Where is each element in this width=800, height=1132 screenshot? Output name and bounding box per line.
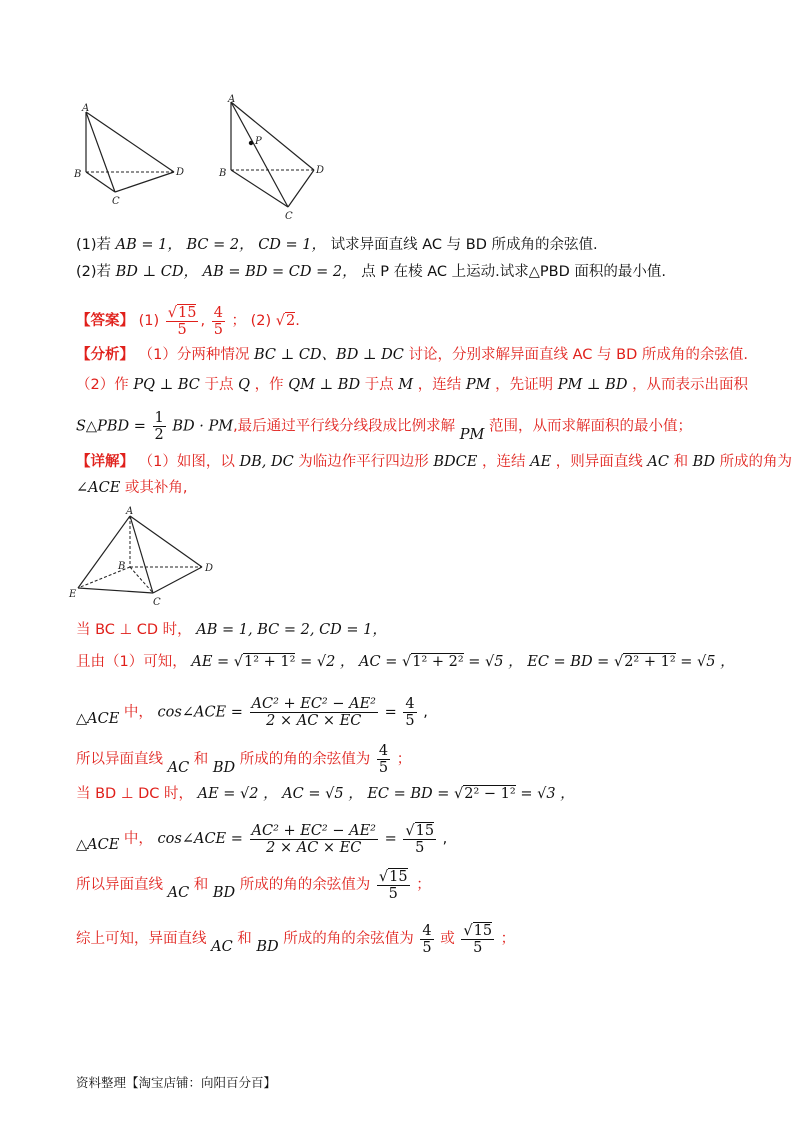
detail-c3-result	[403, 696, 416, 729]
analysis-l1-math: BC ⊥ CD、BD ⊥ DC	[253, 347, 404, 363]
fig2-label-a: A	[228, 94, 236, 105]
detail-c5-m3: EC = BD =	[367, 786, 450, 802]
fig2-label-b: B	[219, 168, 227, 179]
detail-c6-result-den: 5	[415, 840, 425, 856]
answer-label: 【答案】	[76, 313, 134, 329]
detail-c8-m2: BD	[256, 939, 279, 955]
question-2	[76, 262, 666, 282]
detail-c6-result: $\frac{√15}{5}$	[405, 823, 435, 856]
detail-case2-line-2	[76, 822, 447, 856]
detail-l1d: ，则异面直线	[555, 454, 643, 470]
fig3-label-a: A	[126, 506, 134, 517]
answer-frac-2-num: 4	[213, 304, 223, 321]
figure-tetrahedron-3	[68, 505, 228, 605]
detail-c6-end: ,	[442, 831, 448, 847]
detail-c7-frac: $\frac{√15}{5}$	[378, 869, 408, 902]
detail-c4-m2: BD	[212, 759, 236, 776]
detail-c7a: 所以异面直线	[76, 877, 163, 893]
analysis-line-2	[76, 375, 748, 395]
detail-l1e: 和	[673, 454, 689, 470]
answer-end: .	[295, 313, 300, 329]
detail-c3-frac-den: 2 × AC × EC	[266, 713, 362, 729]
detail-c7-frac-num: 15	[389, 869, 408, 885]
analysis-l2c: ，作	[254, 377, 284, 393]
detail-c4c: 所成的角的余弦值为	[239, 751, 371, 768]
detail-l1-math5: BD	[692, 454, 715, 470]
detail-c4-frac-den: 5	[378, 760, 389, 776]
detail-c6-result-num: 15	[415, 823, 435, 839]
detail-l1-math4: AC	[647, 454, 669, 470]
answer-value-3: 2	[286, 313, 296, 329]
detail-c1a: 当 BC ⊥ CD 时，	[76, 622, 192, 638]
detail-l1-math1: DB, DC	[239, 454, 294, 470]
detail-c4b: 和	[193, 751, 209, 768]
detail-c7c: 所成的角的余弦值为	[239, 877, 371, 893]
detail-c8a: 综上可知，异面直线	[76, 931, 207, 947]
fig1-label-c: C	[112, 196, 120, 207]
detail-c6-frac-den: 2 × AC × EC	[266, 839, 362, 856]
answer-sep: ；	[231, 313, 247, 329]
detail-l2a: 或其补角,	[124, 480, 188, 496]
analysis-l2g: ，从而表示出面积	[632, 377, 749, 393]
analysis-l2b: 于点	[204, 377, 234, 393]
figure-tetrahedron-1	[70, 100, 190, 210]
fig3-label-b: B	[118, 561, 126, 572]
analysis-l3-frac-num: 1	[154, 410, 164, 426]
detail-c4-m1: AC	[167, 759, 190, 776]
footer-source: 资料整理【淘宝店铺：向阳百分百】	[76, 1075, 277, 1090]
analysis-l2-math6: PM ⊥ BD	[557, 377, 628, 393]
detail-l1-math2: BDCE	[433, 454, 478, 470]
detail-c2-m6: = √5 ，	[680, 654, 735, 670]
detail-c3-math: cos∠ACE =	[157, 704, 243, 721]
detail-c3-result-num: 4	[405, 696, 415, 712]
detail-c7-frac-den: 5	[388, 886, 398, 902]
detail-c5a: 当 BD ⊥ DC 时，	[76, 786, 193, 802]
detail-l1f: 所成的角为	[719, 454, 793, 470]
detail-c8-frac-1-den: 5	[422, 939, 432, 956]
detail-c8-frac-2: $\frac{√15}{5}$	[463, 923, 493, 956]
analysis-l3-frac	[153, 410, 166, 443]
fig3-label-c: C	[153, 597, 161, 605]
analysis-line-1	[76, 345, 748, 365]
detail-c3-frac	[250, 696, 378, 729]
detail-c8-frac-2-den: 5	[473, 940, 483, 956]
fig1-label-d: D	[176, 167, 185, 178]
analysis-l3-math2: BD · PM	[172, 418, 234, 435]
detail-c3-eq: =	[384, 704, 397, 721]
detail-c4a: 所以异面直线	[76, 751, 163, 768]
analysis-l3-math1: S△PBD =	[76, 418, 146, 435]
detail-c6-eq: =	[384, 831, 397, 847]
fig3-label-d: D	[205, 563, 214, 574]
detail-c5-m2: AC = √5 ，	[282, 786, 363, 802]
fig2-label-d: D	[316, 165, 325, 176]
detail-line-2	[76, 478, 188, 498]
fig1-label-b: B	[74, 169, 82, 180]
detail-c5-m1: AE = √2 ，	[197, 786, 278, 802]
detail-l1a: （1）如图，以	[138, 454, 235, 470]
q2-prefix: (2)若	[76, 264, 112, 280]
detail-c5-m4: = √3 ，	[520, 786, 575, 802]
detail-c7b: 和	[193, 877, 209, 893]
q1-text: 试求异面直线 AC 与 BD 所成角的余弦值.	[330, 237, 598, 253]
detail-c4-frac-num: 4	[378, 743, 389, 759]
answer-frac-2-den: 5	[213, 321, 223, 338]
analysis-l2-math2: Q	[238, 377, 250, 393]
analysis-l2-math1: PQ ⊥ BC	[133, 377, 200, 393]
answer-frac-1-num: 15	[178, 305, 197, 321]
detail-c2-m1: AE =	[191, 654, 230, 670]
detail-case2-line-1: 当 BD ⊥ DC 时， AE = √2 ， AC = √5 ， EC = BD = √2² − 1² = √3 ，	[76, 786, 575, 802]
detail-c2a: 且由（1）可知，	[76, 654, 187, 670]
analysis-l2-math4: M	[398, 377, 414, 393]
detail-c3b: 中，	[123, 704, 153, 721]
analysis-l1b: 讨论，分别求解异面直线 AC 与 BD 所成角的余弦值.	[408, 347, 748, 363]
fig1-label-a: A	[82, 103, 90, 114]
answer-part1: (1)	[138, 313, 160, 329]
detail-c3a: △ACE	[76, 710, 120, 727]
detail-c4-end: ；	[396, 751, 412, 768]
detail-label: 【详解】	[76, 454, 134, 470]
detail-l2-math: ∠ACE	[76, 480, 121, 496]
analysis-l2a: （2）作	[76, 377, 129, 393]
analysis-l2f: ，先证明	[495, 377, 554, 393]
detail-c8-frac-1-num: 4	[422, 922, 432, 939]
analysis-l2-math5: PM	[465, 377, 491, 393]
answer-part2: (2)	[250, 313, 272, 329]
detail-c2-root3: 2² + 1²	[624, 654, 676, 670]
detail-c7-m1: AC	[167, 885, 190, 901]
detail-c2-root1: 1² + 1²	[244, 654, 296, 670]
detail-c2-m2: = √2 ，	[300, 654, 355, 670]
analysis-l2-math3: QM ⊥ BD	[288, 377, 361, 393]
analysis-l3b: 范围，从而求解面积的最小值；	[489, 418, 692, 435]
q2-condition: BD ⊥ CD， AB = BD = CD = 2，	[115, 264, 357, 280]
q2-text: 点 P 在棱 AC 上运动.试求△PBD 面积的最小值.	[361, 264, 666, 280]
fig3-label-e: E	[69, 589, 77, 600]
detail-c2-m5: EC = BD =	[527, 654, 610, 670]
analysis-l3a: ,最后通过平行线分线段成比例求解	[233, 418, 456, 435]
detail-c8-m1: AC	[211, 939, 233, 955]
analysis-l1a: （1）分两种情况	[138, 347, 250, 363]
answer-frac-1: $\frac{√15}{5}$	[167, 305, 197, 338]
fig2-label-p: P	[255, 136, 262, 147]
detail-c8-or: 或	[440, 931, 455, 947]
detail-c7-end: ；	[416, 877, 431, 893]
detail-c2-m4: = √5 ，	[468, 654, 523, 670]
detail-c5-root: 2² − 1²	[464, 786, 516, 802]
fig2-label-c: C	[285, 211, 293, 222]
detail-l1c: ，连结	[481, 454, 526, 470]
detail-l1-math3: AE	[530, 454, 552, 470]
detail-conclusion	[76, 922, 515, 956]
detail-case2-line-3	[76, 868, 431, 902]
detail-case1-line-3	[76, 696, 428, 729]
detail-line-1	[76, 452, 792, 472]
detail-c8-end: ；	[500, 931, 516, 947]
q1-prefix: (1)若	[76, 237, 112, 253]
detail-case1-line-4	[76, 743, 411, 776]
detail-c4-frac	[377, 743, 390, 776]
answer-frac-2	[212, 305, 225, 338]
detail-c2-m3: AC =	[359, 654, 398, 670]
detail-c1-math: AB = 1, BC = 2, CD = 1，	[196, 622, 387, 638]
detail-c3-result-den: 5	[405, 713, 415, 729]
detail-c7-m2: BD	[212, 885, 236, 901]
question-1	[76, 235, 598, 255]
analysis-l2e: ，连结	[417, 377, 462, 393]
detail-c2-root2: 1² + 2²	[412, 654, 464, 670]
answer-line: 【答案】 (1) $\frac{√15}{5}$ , $\frac{4}{5}$ ； (2) √2.	[76, 304, 300, 338]
detail-c3-frac-num: AC² + EC² − AE²	[251, 696, 376, 712]
analysis-label: 【分析】	[76, 347, 134, 363]
answer-frac-1-den: 5	[177, 322, 187, 338]
analysis-line-3	[76, 410, 692, 443]
detail-c6-math: cos∠ACE =	[157, 831, 243, 847]
detail-case1-line-1	[76, 620, 387, 640]
analysis-l3-math3: PM	[459, 426, 485, 443]
detail-c6b: 中，	[123, 831, 153, 847]
detail-c3-end: ,	[423, 704, 428, 721]
figure-tetrahedron-2	[215, 92, 335, 222]
analysis-l3-frac-den: 2	[154, 427, 164, 443]
detail-c6a: △ACE	[76, 837, 120, 853]
analysis-l2d: 于点	[364, 377, 394, 393]
detail-c8b: 和	[237, 931, 252, 947]
q1-condition: AB = 1， BC = 2， CD = 1，	[115, 237, 327, 253]
detail-c6-frac	[250, 823, 378, 856]
detail-case1-line-2: 且由（1）可知， AE = √1² + 1² = √2 ， AC = √1² + 2² = √5 ， EC = BD = √2² + 1² = √5 ，	[76, 654, 735, 670]
detail-c8-frac-2-num: 15	[473, 923, 493, 939]
detail-c6-frac-num: AC² + EC² − AE²	[251, 822, 376, 839]
detail-l1b: 为临边作平行四边形	[298, 454, 429, 470]
detail-c8c: 所成的角的余弦值为	[283, 931, 414, 947]
detail-c8-frac-1	[420, 923, 433, 956]
